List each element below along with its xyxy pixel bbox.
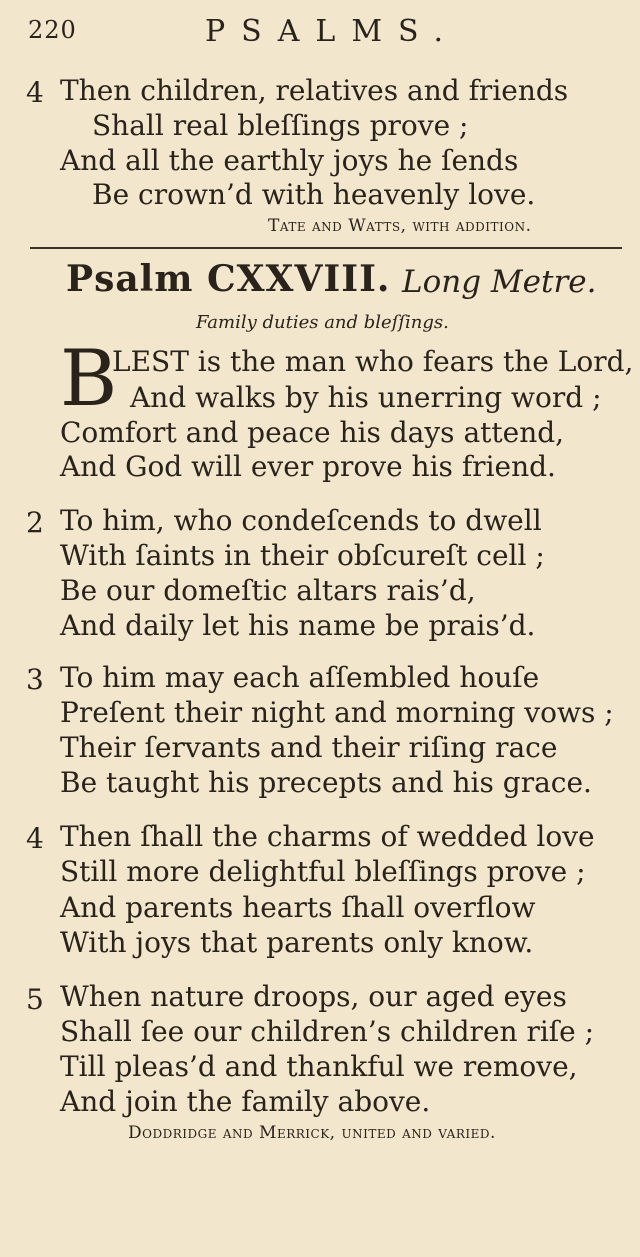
verse-number: 4 bbox=[26, 822, 44, 855]
verse-line: Still more delightful bleſſings prove ; bbox=[60, 855, 586, 888]
verse-line: Preſent their night and morning vows ; bbox=[60, 696, 614, 729]
verse-number: 5 bbox=[26, 983, 44, 1016]
verse-line: And parents hearts ſhall overflow bbox=[60, 891, 536, 924]
page-number: 220 bbox=[28, 16, 77, 44]
verse-line: Be our domeſtic altars rais’d, bbox=[60, 574, 476, 607]
verse-line: LEST is the man who fears the Lord, bbox=[112, 345, 634, 378]
verse-line: Shall ſee our children’s children riſe ; bbox=[60, 1015, 595, 1048]
verse-line: With joys that parents only know. bbox=[60, 926, 534, 959]
verse-line: When nature droops, our aged eyes bbox=[60, 980, 567, 1013]
attribution: Tate and Watts, with addition. bbox=[268, 216, 532, 236]
verse-line: Till pleas’d and thankful we remove, bbox=[60, 1050, 578, 1083]
verse-line: To him may each aſſembled houſe bbox=[60, 661, 540, 694]
drop-cap: B bbox=[60, 334, 118, 424]
running-title: PSALMS. bbox=[205, 14, 460, 49]
verse-line: Be taught his precepts and his grace. bbox=[60, 766, 592, 799]
verse-line: Shall real bleſſings prove ; bbox=[92, 109, 469, 142]
verse-line: Then children, relatives and friends bbox=[60, 74, 569, 107]
verse-line: Then ſhall the charms of wedded love bbox=[60, 820, 595, 853]
verse-line: And all the earthly joys he ſends bbox=[60, 144, 519, 177]
verse-line: Their ſervants and their riſing race bbox=[60, 731, 558, 764]
psalm-subtitle: Family duties and bleſſings. bbox=[196, 312, 449, 333]
verse-number: 2 bbox=[26, 506, 44, 539]
verse-line: Comfort and peace his days attend, bbox=[60, 416, 565, 449]
verse-line: And join the family above. bbox=[60, 1085, 431, 1118]
verse-line: Be crown’d with heavenly love. bbox=[92, 178, 536, 211]
metre-label: Long Metre. bbox=[402, 264, 597, 300]
verse-line: To him, who condeſcends to dwell bbox=[60, 504, 542, 537]
psalm-heading: Psalm CXXVIII. bbox=[66, 258, 391, 300]
verse-line: And God will ever prove his friend. bbox=[60, 450, 556, 483]
divider bbox=[30, 247, 622, 249]
verse-line: With ſaints in their obſcureſt cell ; bbox=[60, 539, 545, 572]
verse-line: And daily let his name be prais’d. bbox=[60, 609, 536, 642]
verse-number: 4 bbox=[26, 76, 44, 109]
verse-line: And walks by his unerring word ; bbox=[130, 381, 602, 414]
attribution: Doddridge and Merrick, united and varied. bbox=[128, 1123, 496, 1143]
verse-number: 3 bbox=[26, 663, 44, 696]
